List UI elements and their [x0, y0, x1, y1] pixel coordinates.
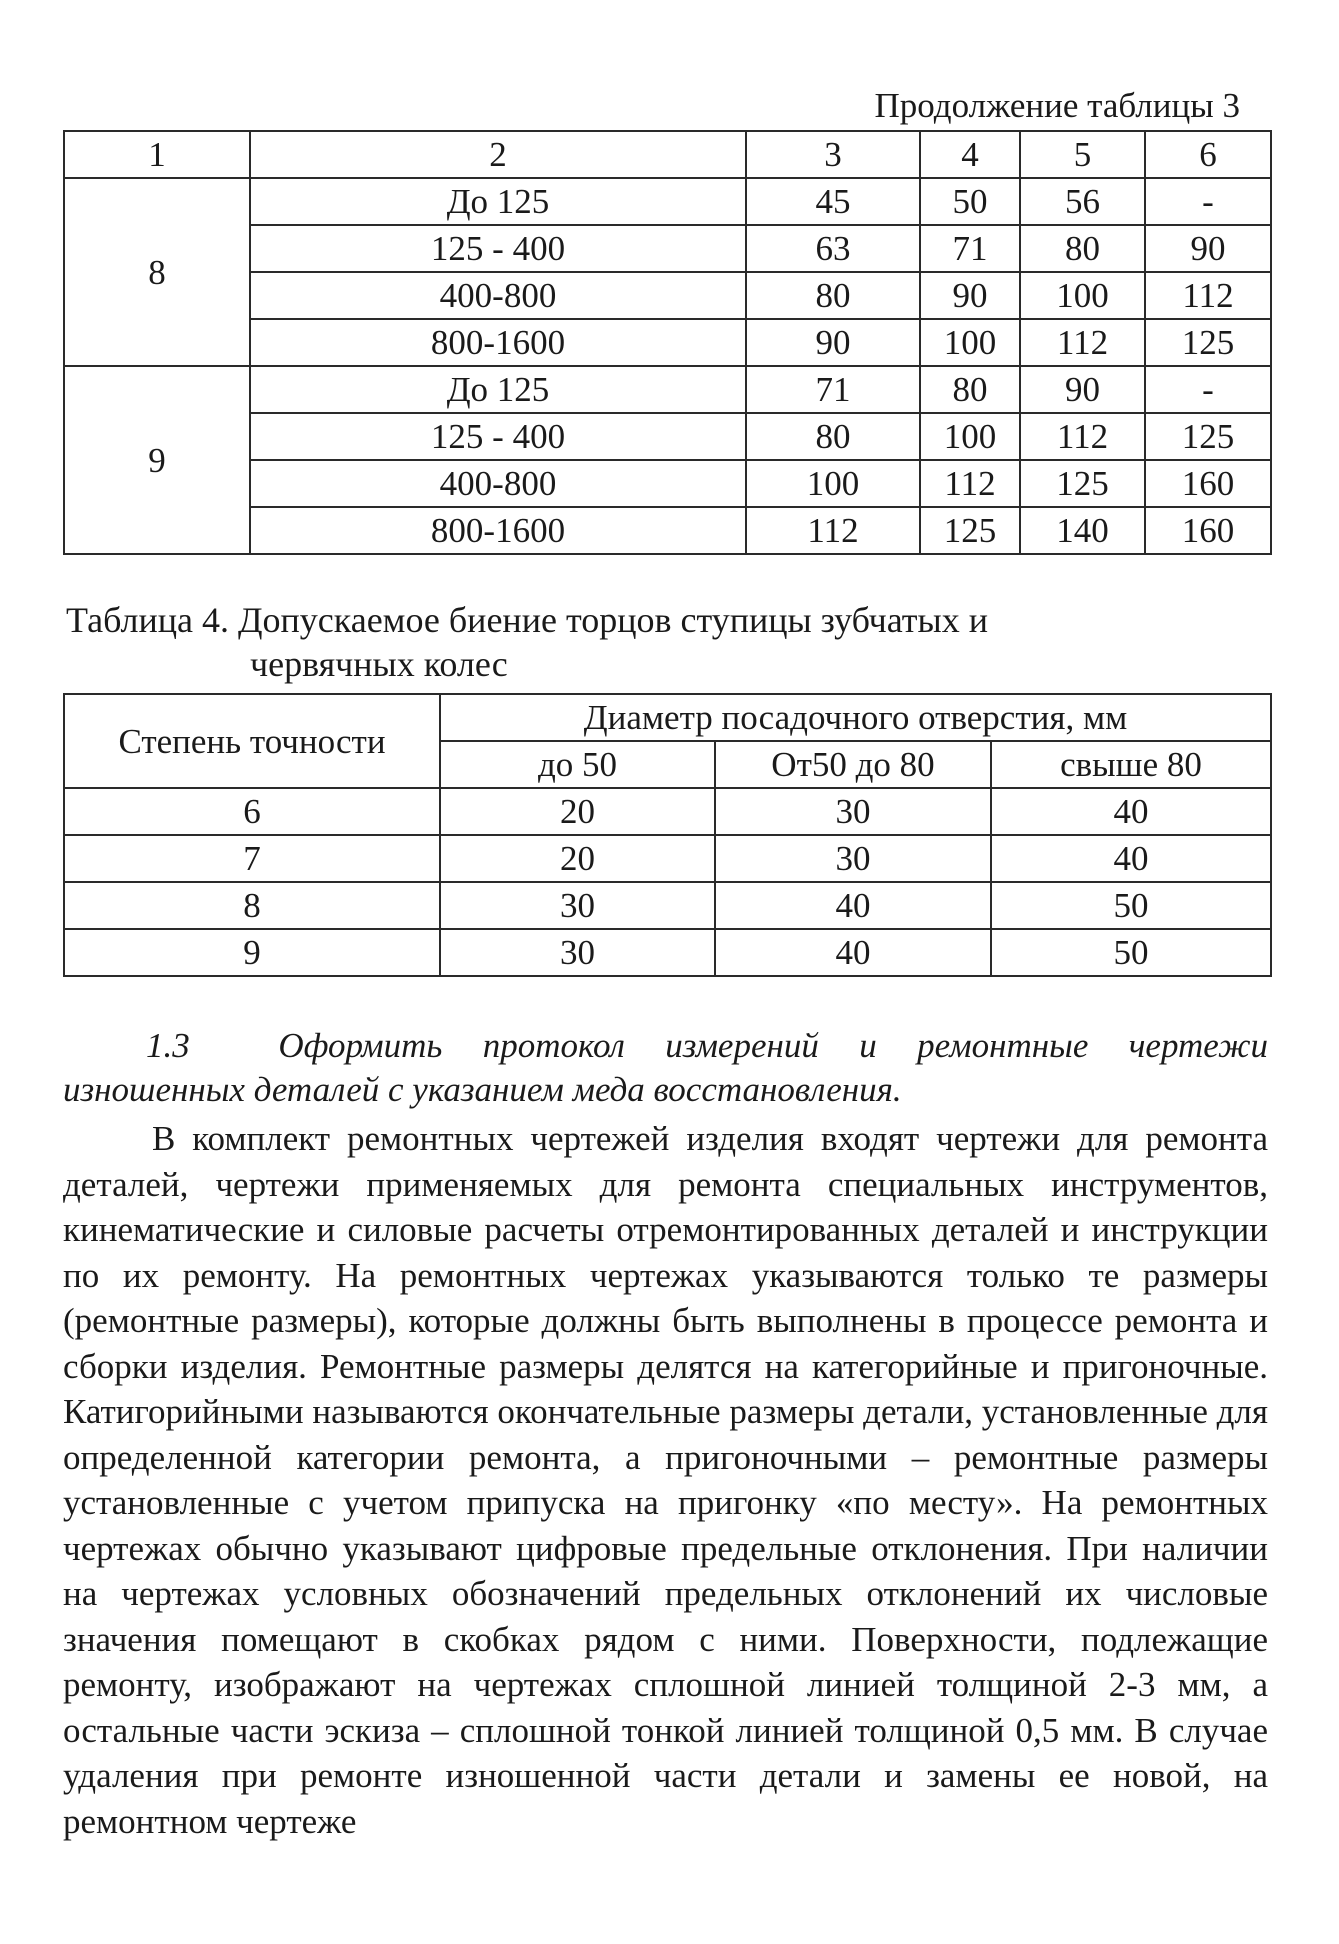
table3-row [64, 178, 1271, 225]
table4-cell: 50 [991, 929, 1271, 976]
table3-degree-cell: 8 [64, 178, 250, 366]
table3-continuation-label: Продолжение таблицы 3 [874, 86, 1240, 125]
table3-header-cell: 1 [64, 131, 250, 178]
table4-cell: 30 [715, 788, 991, 835]
table3-cell: До 125 [250, 366, 746, 413]
table3-header-row [64, 131, 1271, 178]
table3-cell: 140 [1020, 507, 1145, 554]
table3-cell: 90 [920, 272, 1020, 319]
table3-cell: 100 [920, 319, 1020, 366]
table3-cell: 800-1600 [250, 507, 746, 554]
table4-row [64, 882, 1271, 929]
table3-degree-cell: 9 [64, 366, 250, 554]
table3-cell: 45 [746, 178, 920, 225]
table4-header-degree: Степень точности [64, 694, 440, 788]
body-paragraph: В комплект ремонтных чертежей изделия входят чертежи для ремонта деталей, чертежи применяемых для ремонта специальных инструментов, кинематические и силовые расчеты отремонтированных деталей и инструкции по их ремонту. На ремонтных чертежах указываются только те размеры (ремонтные размеры), которые должны быть выполнены в процессе ремонта и сборки изделия. Ремонтные размеры делятся на категорийные и пригоночные. Катигорийными называются окончательные размеры детали, установленные для определенной категории ремонта, а пригоночными – ремонтные размеры установленные с учетом припуска на пригонку «по месту». На ремонтных чертежах обычно указывают цифровые предельные отклонения. При наличии на чертежах условных обозначений предельных отклонений их числовые значения помещают в скобках рядом с ними. Поверхности, подлежащие ремонту, изображают на чертежах сплошной линией толщиной 2-3 мм, а остальные части эскиза – сплошной тонкой линией толщиной 0,5 мм. В случае удаления при ремонте изношенной части детали и замены ее новой, на ремонтном чертеже [63, 1119, 1268, 1841]
table3-cell: 112 [1145, 272, 1271, 319]
section-title: Оформить протокол измерений и ремонтные чертежи изношенных деталей с указанием меда восстановления. [63, 1026, 1269, 1109]
table4-cell: 30 [440, 882, 715, 929]
table3-cell: - [1145, 366, 1271, 413]
table3-cell: 80 [1020, 225, 1145, 272]
table3-cell: 80 [746, 413, 920, 460]
table3-cell: 112 [920, 460, 1020, 507]
table3-cell: 125 [1020, 460, 1145, 507]
table4-cell: 40 [715, 882, 991, 929]
table3-cell: 56 [1020, 178, 1145, 225]
table4-cell: 20 [440, 788, 715, 835]
table3-header-cell: 3 [746, 131, 920, 178]
table3-cell: 112 [746, 507, 920, 554]
table4-subheader-cell: От50 до 80 [715, 741, 991, 788]
body-text [63, 1116, 1268, 1844]
table3-cell: 90 [746, 319, 920, 366]
table3-body [64, 131, 1271, 554]
table4-cell: 40 [991, 788, 1271, 835]
table3-cell: 112 [1020, 319, 1145, 366]
table4-cell: 7 [64, 835, 440, 882]
table3-cell: 100 [920, 413, 1020, 460]
table4-cell: 40 [715, 929, 991, 976]
table4-cell: 8 [64, 882, 440, 929]
table3-cell: 80 [746, 272, 920, 319]
table3-cell: - [1145, 178, 1271, 225]
table3-cell: 125 [1145, 413, 1271, 460]
section-heading [63, 1024, 1268, 1112]
table4-cell: 30 [715, 835, 991, 882]
table4-row [64, 788, 1271, 835]
table4-caption-line2: червячных колес [250, 644, 508, 684]
table3-cell: 800-1600 [250, 319, 746, 366]
table4-header-diameter: Диаметр посадочного отверстия, мм [440, 694, 1271, 741]
table4-body [64, 694, 1271, 976]
table4-cell: 40 [991, 835, 1271, 882]
table3-cell: 71 [920, 225, 1020, 272]
table3-cell: 71 [746, 366, 920, 413]
table3-cell: 400-800 [250, 460, 746, 507]
table4-cell: 50 [991, 882, 1271, 929]
table3-cell: 63 [746, 225, 920, 272]
section-number: 1.3 [146, 1026, 190, 1065]
table3-cell: 90 [1020, 366, 1145, 413]
table4-caption [66, 598, 1266, 686]
table4-cell: 9 [64, 929, 440, 976]
table3-header-cell: 2 [250, 131, 746, 178]
table4-subheader-cell: до 50 [440, 741, 715, 788]
table4-row [64, 929, 1271, 976]
table4-caption-line1: Таблица 4. Допускаемое биение торцов ступицы зубчатых и [66, 600, 988, 640]
table3-cell: 100 [1020, 272, 1145, 319]
table4-row [64, 835, 1271, 882]
table3-cell: 400-800 [250, 272, 746, 319]
table3-cell: 125 - 400 [250, 225, 746, 272]
table3 [63, 130, 1272, 555]
table3-cell: 160 [1145, 507, 1271, 554]
table3-header-cell: 5 [1020, 131, 1145, 178]
table3-header-cell: 4 [920, 131, 1020, 178]
table3-cell: 160 [1145, 460, 1271, 507]
table4-cell: 6 [64, 788, 440, 835]
table4-cell: 30 [440, 929, 715, 976]
table4 [63, 693, 1272, 977]
table4-header-row [64, 694, 1271, 741]
table3-row [64, 366, 1271, 413]
table3-cell: 125 [920, 507, 1020, 554]
table3-cell: 50 [920, 178, 1020, 225]
table3-cell: 90 [1145, 225, 1271, 272]
table3-cell: 125 - 400 [250, 413, 746, 460]
table3-cell: 125 [1145, 319, 1271, 366]
table3-cell: 112 [1020, 413, 1145, 460]
table4-subheader-cell: свыше 80 [991, 741, 1271, 788]
table3-cell: 100 [746, 460, 920, 507]
table3-header-cell: 6 [1145, 131, 1271, 178]
table3-cell: 80 [920, 366, 1020, 413]
table3-cell: До 125 [250, 178, 746, 225]
table4-cell: 20 [440, 835, 715, 882]
